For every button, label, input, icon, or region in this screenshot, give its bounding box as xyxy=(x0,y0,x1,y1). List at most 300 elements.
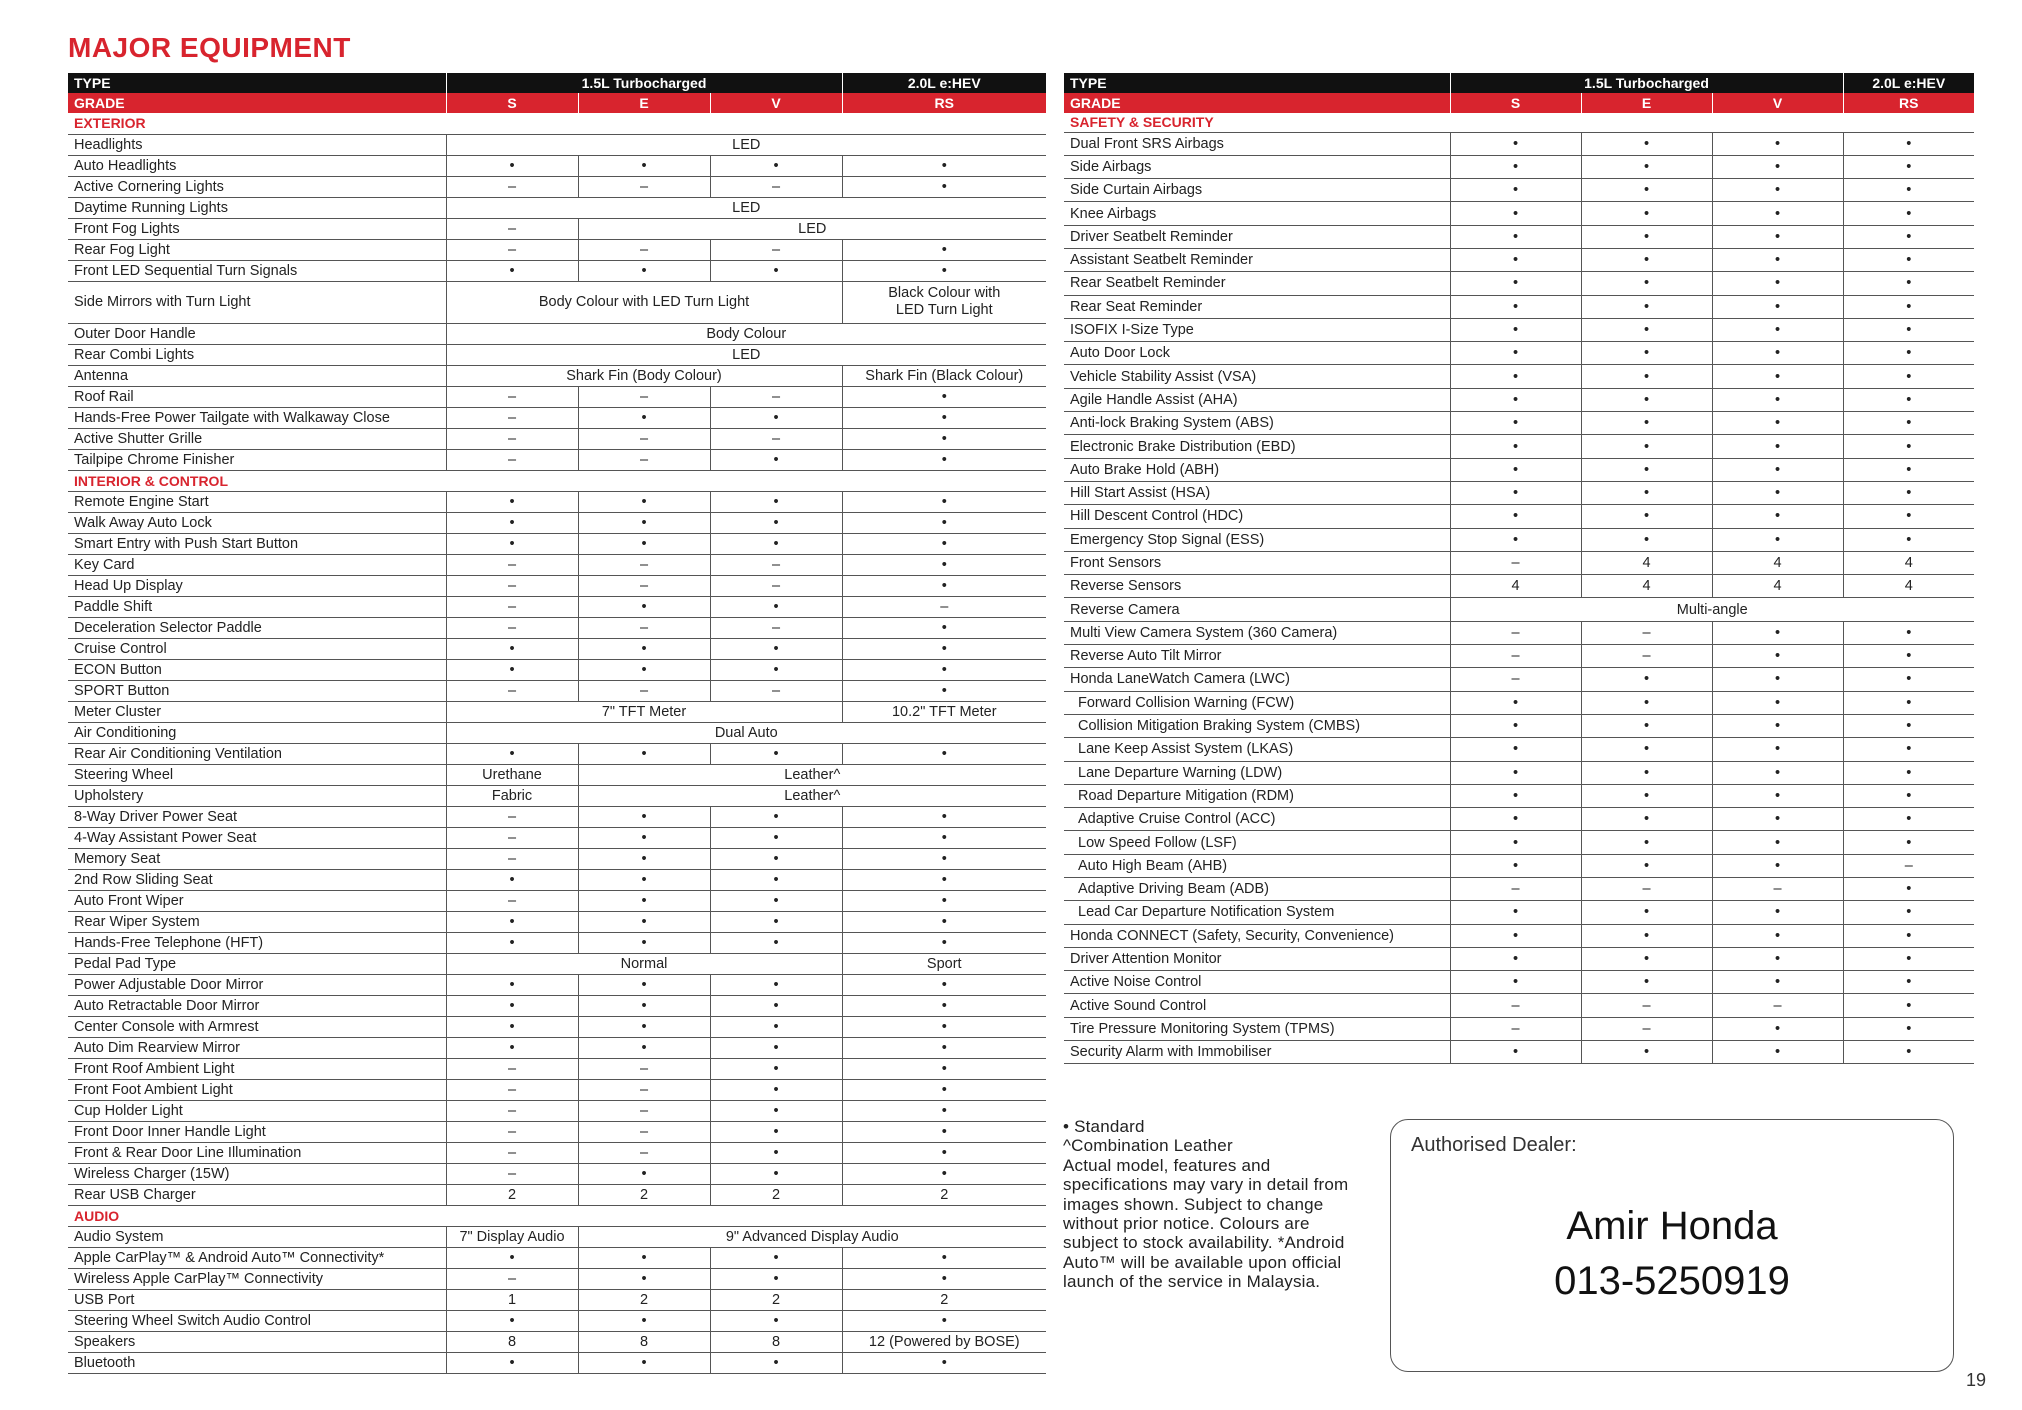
feature-value: – xyxy=(446,617,578,638)
feature-value: • xyxy=(710,1268,842,1289)
feature-value: • xyxy=(1712,784,1843,807)
table-row xyxy=(68,911,1046,932)
feature-value: • xyxy=(1712,761,1843,784)
feature-value: • xyxy=(1843,248,1974,271)
feature-value: 4 xyxy=(1712,551,1843,574)
feature-value: • xyxy=(1843,272,1974,295)
feature-value: – xyxy=(1712,878,1843,901)
table-row xyxy=(1064,621,1974,644)
feature-label: Lane Keep Assist System (LKAS) xyxy=(1064,738,1450,761)
feature-value: • xyxy=(578,911,710,932)
feature-label: Adaptive Driving Beam (ADB) xyxy=(1064,878,1450,901)
table-row xyxy=(68,953,1046,974)
feature-label: Lead Car Departure Notification System xyxy=(1064,901,1450,924)
feature-value: • xyxy=(1843,179,1974,202)
feature-value: • xyxy=(1450,435,1581,458)
table-row xyxy=(68,1016,1046,1037)
table-row xyxy=(68,869,1046,890)
feature-value: – xyxy=(578,1121,710,1142)
feature-value: • xyxy=(446,659,578,680)
feature-label: Reverse Camera xyxy=(1064,598,1450,621)
feature-value: – xyxy=(1450,878,1581,901)
grade-label: GRADE xyxy=(68,93,446,113)
feature-value: • xyxy=(1712,1041,1843,1064)
type-label: TYPE xyxy=(68,73,446,93)
feature-value: • xyxy=(1843,808,1974,831)
feature-value: • xyxy=(842,659,1046,680)
feature-value: • xyxy=(1843,458,1974,481)
feature-value: • xyxy=(1712,505,1843,528)
feature-value: – xyxy=(446,1058,578,1079)
feature-value: • xyxy=(1450,901,1581,924)
section-title: INTERIOR & CONTROL xyxy=(68,470,1046,491)
feature-value: • xyxy=(842,890,1046,911)
feature-value: 8 xyxy=(446,1331,578,1352)
table-row xyxy=(1064,784,1974,807)
table-row xyxy=(1064,924,1974,947)
feature-value: – xyxy=(1450,551,1581,574)
feature-value: • xyxy=(842,491,1046,512)
table-row xyxy=(1064,994,1974,1017)
type-header-row xyxy=(1064,73,1974,93)
feature-value: • xyxy=(578,512,710,533)
feature-value: Normal xyxy=(446,953,842,974)
table-row xyxy=(68,1310,1046,1331)
feature-value: • xyxy=(1450,528,1581,551)
table-row xyxy=(68,617,1046,638)
table-row xyxy=(68,260,1046,281)
feature-value: • xyxy=(1450,924,1581,947)
feature-label: Auto Door Lock xyxy=(1064,342,1450,365)
table-row xyxy=(1064,412,1974,435)
feature-value: • xyxy=(578,1310,710,1331)
feature-label: Center Console with Armrest xyxy=(68,1016,446,1037)
feature-value: • xyxy=(1712,971,1843,994)
feature-value: • xyxy=(1581,924,1712,947)
feature-value: • xyxy=(842,533,1046,554)
feature-label: Active Cornering Lights xyxy=(68,176,446,197)
feature-value: • xyxy=(1843,295,1974,318)
feature-label: Road Departure Mitigation (RDM) xyxy=(1064,784,1450,807)
table-row xyxy=(1064,155,1974,178)
feature-value: • xyxy=(842,911,1046,932)
feature-label: Air Conditioning xyxy=(68,722,446,743)
feature-value: – xyxy=(446,1121,578,1142)
feature-value: • xyxy=(842,1058,1046,1079)
feature-value: – xyxy=(578,428,710,449)
feature-value: • xyxy=(1712,808,1843,831)
feature-value: • xyxy=(1450,248,1581,271)
table-row xyxy=(68,449,1046,470)
feature-value: • xyxy=(1450,808,1581,831)
grade-header-row xyxy=(1064,93,1974,113)
feature-value: • xyxy=(578,743,710,764)
feature-label: Rear Seat Reminder xyxy=(1064,295,1450,318)
table-row xyxy=(1064,645,1974,668)
feature-value: – xyxy=(578,386,710,407)
right-table-body xyxy=(1064,113,1974,1064)
feature-value: • xyxy=(1581,971,1712,994)
feature-label: Rear Combi Lights xyxy=(68,344,446,365)
feature-value: • xyxy=(1712,668,1843,691)
footnote-standard: • Standard xyxy=(1063,1117,1145,1136)
feature-label: Wireless Apple CarPlay™ Connectivity xyxy=(68,1268,446,1289)
feature-label: Front Foot Ambient Light xyxy=(68,1079,446,1100)
feature-value: • xyxy=(446,1310,578,1331)
feature-value: • xyxy=(1843,994,1974,1017)
feature-value: • xyxy=(842,848,1046,869)
feature-value: • xyxy=(710,260,842,281)
feature-value: 4 xyxy=(1843,575,1974,598)
feature-value: Body Colour with LED Turn Light xyxy=(446,281,842,323)
table-row xyxy=(68,596,1046,617)
table-row xyxy=(68,197,1046,218)
feature-value: • xyxy=(842,428,1046,449)
feature-value: • xyxy=(1581,132,1712,155)
feature-value: • xyxy=(1712,458,1843,481)
feature-value: LED xyxy=(578,218,1046,239)
feature-value: • xyxy=(710,995,842,1016)
feature-value: – xyxy=(1712,994,1843,1017)
feature-value: • xyxy=(842,617,1046,638)
grade-s: S xyxy=(1450,93,1581,113)
feature-value: • xyxy=(578,827,710,848)
feature-value: • xyxy=(1450,971,1581,994)
feature-label: Dual Front SRS Airbags xyxy=(1064,132,1450,155)
feature-value: • xyxy=(1581,225,1712,248)
feature-value: • xyxy=(710,1016,842,1037)
feature-value: • xyxy=(578,1163,710,1184)
feature-value: • xyxy=(1581,668,1712,691)
feature-label: Low Speed Follow (LSF) xyxy=(1064,831,1450,854)
feature-label: Vehicle Stability Assist (VSA) xyxy=(1064,365,1450,388)
feature-value: • xyxy=(1712,621,1843,644)
feature-value: • xyxy=(1712,132,1843,155)
feature-value: • xyxy=(1843,901,1974,924)
feature-value: • xyxy=(1581,272,1712,295)
feature-value: 2 xyxy=(578,1289,710,1310)
feature-value: • xyxy=(1450,225,1581,248)
feature-value: • xyxy=(1450,295,1581,318)
feature-value: • xyxy=(1843,481,1974,504)
feature-value: • xyxy=(842,995,1046,1016)
table-row xyxy=(1064,668,1974,691)
feature-value: • xyxy=(1450,947,1581,970)
feature-value: • xyxy=(578,1247,710,1268)
feature-value: • xyxy=(842,554,1046,575)
feature-value: • xyxy=(1581,505,1712,528)
footnotes xyxy=(1063,1117,1363,1292)
section-header-row xyxy=(68,1205,1046,1226)
feature-value: – xyxy=(1581,621,1712,644)
feature-label: Active Sound Control xyxy=(1064,994,1450,1017)
feature-value: – xyxy=(446,596,578,617)
feature-value: • xyxy=(842,806,1046,827)
table-row xyxy=(68,554,1046,575)
feature-value: 1 xyxy=(446,1289,578,1310)
feature-value: • xyxy=(842,575,1046,596)
feature-label: USB Port xyxy=(68,1289,446,1310)
feature-value: • xyxy=(1581,179,1712,202)
feature-value: • xyxy=(710,1310,842,1331)
feature-label: Auto High Beam (AHB) xyxy=(1064,854,1450,877)
feature-value: • xyxy=(710,974,842,995)
feature-value: • xyxy=(1581,714,1712,737)
feature-label: Deceleration Selector Paddle xyxy=(68,617,446,638)
table-row xyxy=(68,827,1046,848)
feature-value: – xyxy=(842,596,1046,617)
table-row xyxy=(68,1331,1046,1352)
feature-value: • xyxy=(1450,505,1581,528)
feature-value: • xyxy=(710,827,842,848)
feature-value: 9" Advanced Display Audio xyxy=(578,1226,1046,1247)
table-row xyxy=(68,1352,1046,1373)
feature-label: Anti-lock Braking System (ABS) xyxy=(1064,412,1450,435)
feature-value: • xyxy=(710,512,842,533)
feature-value: • xyxy=(1581,388,1712,411)
feature-label: Upholstery xyxy=(68,785,446,806)
feature-value: 12 (Powered by BOSE) xyxy=(842,1331,1046,1352)
feature-value: • xyxy=(1712,831,1843,854)
feature-value: • xyxy=(1843,365,1974,388)
feature-value: • xyxy=(1712,272,1843,295)
feature-label: Front & Rear Door Line Illumination xyxy=(68,1142,446,1163)
feature-value: • xyxy=(1843,435,1974,458)
feature-label: Antenna xyxy=(68,365,446,386)
feature-value: • xyxy=(446,974,578,995)
engine-hybrid-label: 2.0L e:HEV xyxy=(1843,73,1974,93)
feature-value: – xyxy=(446,680,578,701)
grade-header-row xyxy=(68,93,1046,113)
feature-label: Driver Attention Monitor xyxy=(1064,947,1450,970)
feature-value: • xyxy=(1712,388,1843,411)
feature-value: – xyxy=(578,449,710,470)
feature-value: 8 xyxy=(710,1331,842,1352)
feature-value: • xyxy=(578,890,710,911)
table-row xyxy=(68,533,1046,554)
feature-value: • xyxy=(842,974,1046,995)
feature-label: Emergency Stop Signal (ESS) xyxy=(1064,528,1450,551)
feature-label: Headlights xyxy=(68,134,446,155)
table-row xyxy=(68,680,1046,701)
dealer-name: Amir Honda xyxy=(1566,1204,1778,1248)
footnote-disclaimer: Actual model, features and specifications may vary in detail from images shown. Subject to change without prior notice. Colours are subject to stock availability. *Android Auto™ will be available upon official launch of the service in Malaysia. xyxy=(1063,1155,1349,1292)
footnote-combination-leather: ^Combination Leather xyxy=(1063,1136,1233,1156)
dealer-phone: 013-5250919 xyxy=(1554,1259,1790,1303)
feature-value: • xyxy=(1712,481,1843,504)
feature-value: – xyxy=(446,890,578,911)
feature-label: Forward Collision Warning (FCW) xyxy=(1064,691,1450,714)
feature-value: • xyxy=(1712,155,1843,178)
feature-value: – xyxy=(1581,1017,1712,1040)
feature-value: • xyxy=(1581,155,1712,178)
feature-value: • xyxy=(578,974,710,995)
feature-value: • xyxy=(842,386,1046,407)
feature-value: – xyxy=(446,428,578,449)
feature-value: • xyxy=(710,155,842,176)
feature-value: • xyxy=(1712,691,1843,714)
table-row xyxy=(1064,1041,1974,1064)
feature-value: • xyxy=(1450,831,1581,854)
feature-value: • xyxy=(446,638,578,659)
feature-value: • xyxy=(1581,458,1712,481)
feature-value: • xyxy=(1450,179,1581,202)
table-row xyxy=(68,1247,1046,1268)
feature-value: Black Colour with LED Turn Light xyxy=(842,281,1046,323)
feature-label: Reverse Auto Tilt Mirror xyxy=(1064,645,1450,668)
feature-value: Sport xyxy=(842,953,1046,974)
feature-value: • xyxy=(1712,179,1843,202)
feature-value: • xyxy=(1581,412,1712,435)
feature-label: Side Curtain Airbags xyxy=(1064,179,1450,202)
feature-label: Cup Holder Light xyxy=(68,1100,446,1121)
feature-value: • xyxy=(578,1268,710,1289)
table-row xyxy=(68,1289,1046,1310)
feature-value: • xyxy=(842,680,1046,701)
feature-value: • xyxy=(1450,784,1581,807)
table-row xyxy=(1064,714,1974,737)
table-row xyxy=(68,386,1046,407)
feature-value: 7" TFT Meter xyxy=(446,701,842,722)
feature-value: – xyxy=(578,176,710,197)
feature-value: – xyxy=(578,239,710,260)
feature-value: 2 xyxy=(842,1289,1046,1310)
feature-value: • xyxy=(578,155,710,176)
feature-value: • xyxy=(578,533,710,554)
table-row xyxy=(68,722,1046,743)
table-row xyxy=(1064,388,1974,411)
feature-value: • xyxy=(578,1352,710,1373)
feature-value: • xyxy=(710,1142,842,1163)
feature-value: • xyxy=(1843,388,1974,411)
feature-value: • xyxy=(1712,318,1843,341)
feature-value: 2 xyxy=(710,1289,842,1310)
table-row xyxy=(68,155,1046,176)
table-row xyxy=(68,1100,1046,1121)
feature-value: Fabric xyxy=(446,785,578,806)
feature-label: Outer Door Handle xyxy=(68,323,446,344)
feature-value: – xyxy=(446,1163,578,1184)
feature-label: Meter Cluster xyxy=(68,701,446,722)
feature-value: • xyxy=(842,512,1046,533)
engine-turbo-label: 1.5L Turbocharged xyxy=(446,73,842,93)
feature-value: • xyxy=(1450,481,1581,504)
table-row xyxy=(68,890,1046,911)
feature-value: • xyxy=(578,491,710,512)
feature-label: Apple CarPlay™ & Android Auto™ Connectivity* xyxy=(68,1247,446,1268)
table-row xyxy=(1064,761,1974,784)
feature-value: – xyxy=(578,1058,710,1079)
feature-value: • xyxy=(1843,924,1974,947)
feature-value: • xyxy=(1712,248,1843,271)
dealer-label: Authorised Dealer: xyxy=(1411,1134,1577,1156)
feature-value: • xyxy=(1581,691,1712,714)
table-row xyxy=(68,701,1046,722)
feature-value: • xyxy=(446,1247,578,1268)
feature-value: • xyxy=(1450,854,1581,877)
feature-value: • xyxy=(1450,202,1581,225)
feature-value: • xyxy=(578,407,710,428)
feature-value: • xyxy=(710,1352,842,1373)
feature-value: • xyxy=(710,743,842,764)
grade-e: E xyxy=(578,93,710,113)
feature-value: • xyxy=(710,659,842,680)
feature-value: • xyxy=(446,491,578,512)
feature-value: – xyxy=(710,554,842,575)
feature-value: – xyxy=(1843,854,1974,877)
feature-value: • xyxy=(1450,691,1581,714)
feature-value: • xyxy=(1712,435,1843,458)
feature-label: Electronic Brake Distribution (EBD) xyxy=(1064,435,1450,458)
feature-value: • xyxy=(1581,202,1712,225)
feature-value: • xyxy=(1843,412,1974,435)
table-row xyxy=(1064,878,1974,901)
feature-value: • xyxy=(1843,971,1974,994)
grade-s: S xyxy=(446,93,578,113)
feature-label: Honda LaneWatch Camera (LWC) xyxy=(1064,668,1450,691)
feature-value: • xyxy=(446,260,578,281)
feature-value: – xyxy=(1581,878,1712,901)
feature-value: • xyxy=(710,596,842,617)
feature-value: 4 xyxy=(1581,575,1712,598)
table-row xyxy=(1064,575,1974,598)
equipment-table-left xyxy=(68,73,1046,1374)
feature-value: – xyxy=(1450,645,1581,668)
feature-value: • xyxy=(1581,1041,1712,1064)
feature-value: – xyxy=(446,176,578,197)
feature-value: – xyxy=(446,239,578,260)
feature-value: • xyxy=(1843,668,1974,691)
feature-value: • xyxy=(710,1247,842,1268)
table-row xyxy=(1064,1017,1974,1040)
feature-label: Auto Brake Hold (ABH) xyxy=(1064,458,1450,481)
feature-label: Cruise Control xyxy=(68,638,446,659)
feature-value: • xyxy=(842,932,1046,953)
table-row xyxy=(1064,831,1974,854)
feature-label: Key Card xyxy=(68,554,446,575)
feature-label: Roof Rail xyxy=(68,386,446,407)
table-row xyxy=(1064,202,1974,225)
feature-value: • xyxy=(446,1037,578,1058)
feature-value: • xyxy=(710,1121,842,1142)
table-row xyxy=(68,344,1046,365)
feature-label: 2nd Row Sliding Seat xyxy=(68,869,446,890)
feature-label: Front LED Sequential Turn Signals xyxy=(68,260,446,281)
section-title: SAFETY & SECURITY xyxy=(1064,113,1974,132)
feature-value: • xyxy=(1712,412,1843,435)
feature-label: ECON Button xyxy=(68,659,446,680)
grade-rs: RS xyxy=(1843,93,1974,113)
feature-value: • xyxy=(446,743,578,764)
table-row xyxy=(68,974,1046,995)
feature-value: • xyxy=(1712,1017,1843,1040)
grade-rs: RS xyxy=(842,93,1046,113)
feature-value: – xyxy=(710,617,842,638)
table-row xyxy=(1064,458,1974,481)
section-title: AUDIO xyxy=(68,1205,1046,1226)
feature-value: • xyxy=(710,1163,842,1184)
table-row xyxy=(68,1226,1046,1247)
feature-value: • xyxy=(578,638,710,659)
feature-label: Hill Descent Control (HDC) xyxy=(1064,505,1450,528)
section-title: EXTERIOR xyxy=(68,113,1046,134)
feature-value: • xyxy=(842,1037,1046,1058)
feature-label: Knee Airbags xyxy=(1064,202,1450,225)
feature-label: Security Alarm with Immobiliser xyxy=(1064,1041,1450,1064)
feature-value: • xyxy=(842,869,1046,890)
table-row xyxy=(1064,342,1974,365)
feature-label: Front Fog Lights xyxy=(68,218,446,239)
